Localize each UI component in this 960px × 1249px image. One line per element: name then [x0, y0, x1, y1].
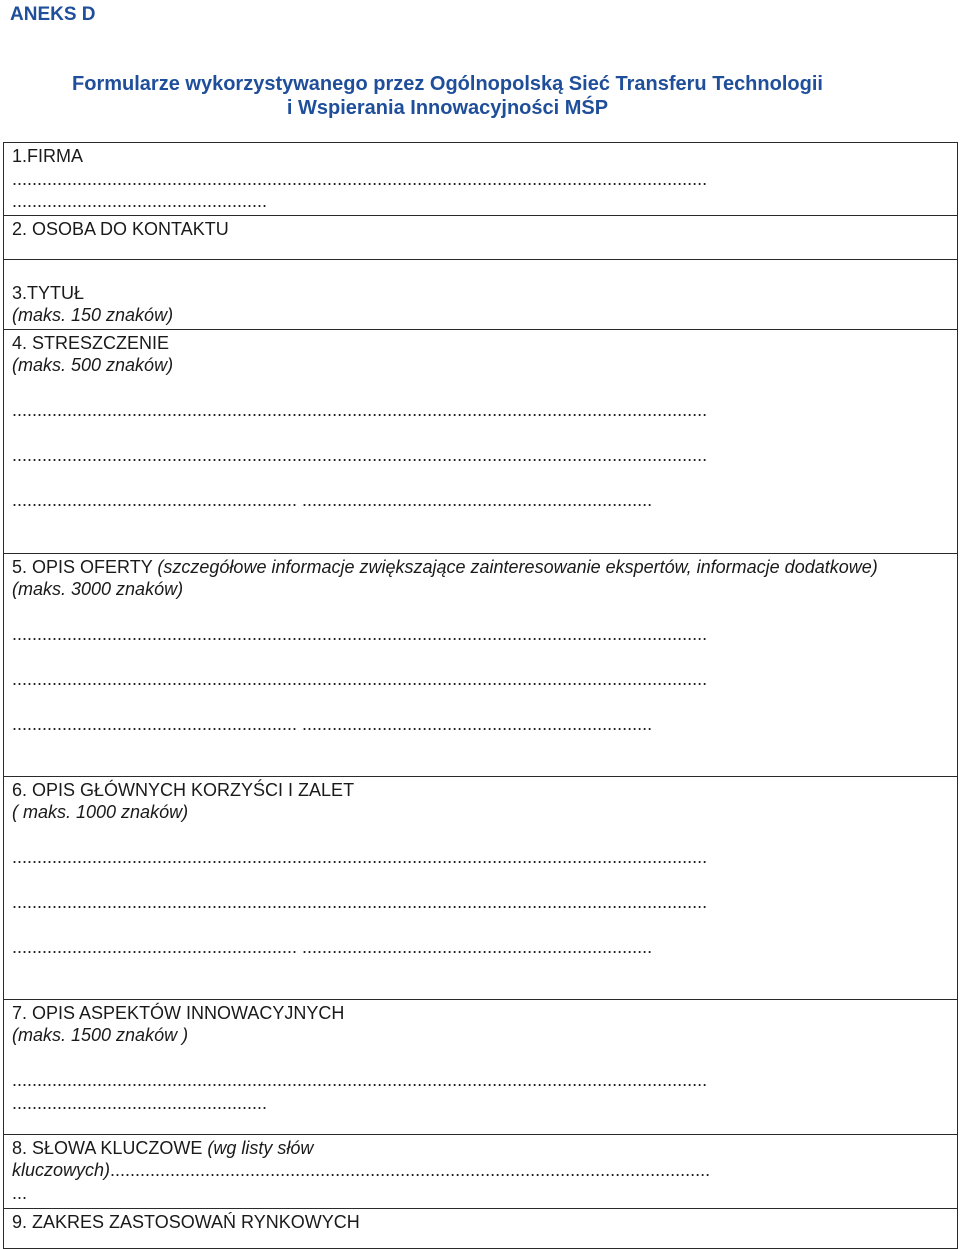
- section-label: 6. OPIS GŁÓWNYCH KORZYŚCI I ZALET: [12, 779, 355, 800]
- section-heading: [12, 556, 951, 579]
- section-market-applications-cell[interactable]: [4, 1208, 958, 1248]
- section-limit: (maks. 500 znaków): [12, 355, 174, 375]
- fill-dots: ...........................................................................................................................................: [12, 892, 708, 912]
- fill-dots: ......................................................... ......................................................................: [12, 490, 653, 510]
- section-benefits-cell[interactable]: [4, 776, 958, 999]
- section-market-applications: [4, 1208, 958, 1248]
- fill-dots: ...........................................................................................................................................: [12, 669, 708, 689]
- section-limit: (maks. 1500 znaków ): [12, 1025, 189, 1045]
- section-offer-description: [4, 553, 958, 776]
- section-benefits: [4, 776, 958, 999]
- section-title-cell[interactable]: [4, 259, 958, 329]
- section-company: [4, 143, 958, 216]
- fill-dots: ...........................................................................................................................................: [12, 168, 708, 189]
- title-line-2: i Wspierania Innowacyjności MŚP: [286, 97, 609, 119]
- fill-dots: ........................................................................................................................: [110, 1160, 711, 1180]
- section-summary: [4, 329, 958, 553]
- section-keywords-cell[interactable]: [4, 1134, 958, 1208]
- section-heading: [12, 1137, 951, 1160]
- section-heading-cont: [12, 1159, 951, 1182]
- fill-dots: ...........................................................................................................................................: [12, 445, 708, 465]
- fill-dots: ......................................................... ......................................................................: [12, 714, 653, 734]
- fill-dots: ......................................................... ......................................................................: [12, 937, 653, 957]
- fill-dots: ...................................................: [12, 1092, 268, 1113]
- section-label: 4. STRESZCZENIE: [12, 332, 170, 353]
- section-label: 1.FIRMA: [12, 146, 84, 166]
- title-line-1: Formularze wykorzystywanego przez Ogólnopolską Sieć Transferu Technologii: [72, 73, 823, 95]
- section-offer-description-cell[interactable]: [4, 553, 958, 776]
- fill-dots: ...........................................................................................................................................: [12, 400, 708, 420]
- section-limit: ( maks. 1000 znaków): [12, 802, 189, 822]
- section-title: [4, 259, 958, 329]
- fill-dots: ...........................................................................................................................................: [12, 624, 708, 644]
- fill-dots: ...........................................................................................................................................: [12, 847, 708, 867]
- annex-label: ANEKS D: [10, 4, 96, 25]
- section-label: 8. SŁOWA KLUCZOWE: [12, 1137, 203, 1158]
- section-summary-cell[interactable]: [4, 329, 958, 553]
- section-innovation-cell[interactable]: [4, 999, 958, 1134]
- section-note: (szczegółowe informacje zwiększające zainteresowanie ekspertów, informacje dodatkowe): [157, 556, 878, 577]
- section-note: (wg listy słów: [207, 1137, 314, 1158]
- fill-dots: ...................................................: [12, 191, 268, 211]
- section-limit: (maks. 150 znaków): [12, 305, 174, 325]
- section-contact-cell[interactable]: [4, 215, 958, 259]
- section-label: 9. ZAKRES ZASTOSOWAŃ RYNKOWYCH: [12, 1211, 360, 1232]
- section-label: 5. OPIS OFERTY: [12, 556, 153, 577]
- fill-dots: ...: [12, 1182, 28, 1203]
- document-title: [0, 72, 895, 120]
- fill-dots: ...........................................................................................................................................: [12, 1070, 708, 1090]
- section-keywords: [4, 1134, 958, 1208]
- section-label: 2. OSOBA DO KONTAKTU: [12, 218, 229, 239]
- section-company-cell[interactable]: [4, 143, 958, 216]
- section-label: 7. OPIS ASPEKTÓW INNOWACYJNYCH: [12, 1002, 345, 1023]
- section-limit: (maks. 3000 znaków): [12, 579, 184, 599]
- section-innovation: [4, 999, 958, 1134]
- offer-form: [3, 142, 958, 1249]
- section-note: kluczowych): [12, 1160, 111, 1180]
- section-label: 3.TYTUŁ: [12, 282, 85, 303]
- section-contact: [4, 215, 958, 259]
